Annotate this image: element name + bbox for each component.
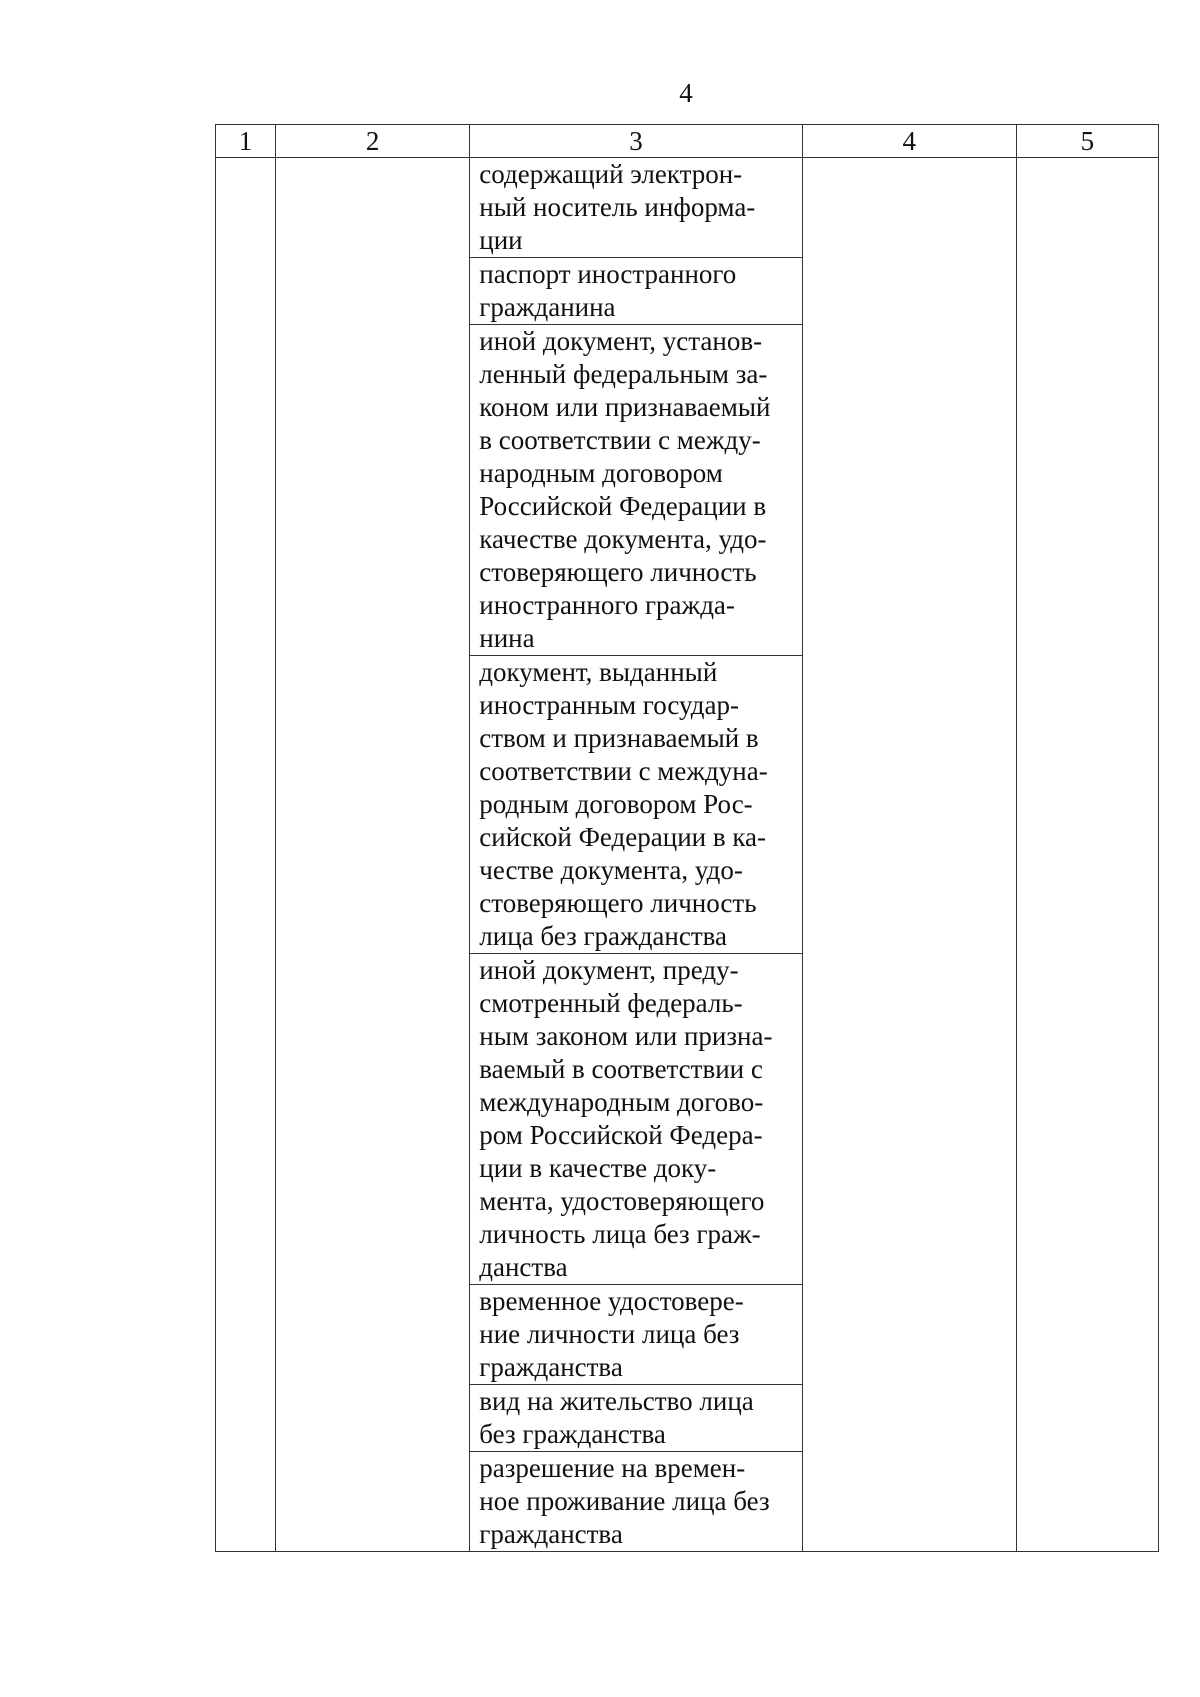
cell-col1 (216, 158, 276, 1552)
cell-col5 (1016, 158, 1158, 1552)
document-type-line: стоверяющего личность (479, 557, 757, 587)
document-table (215, 124, 1159, 1552)
document-type-line: Российской Федерации в (479, 491, 767, 521)
document-type-line: лица без гражданства (479, 921, 728, 951)
document-type-line: ленный федеральным за- (479, 359, 768, 389)
document-type-line: иностранного гражда- (479, 590, 735, 620)
table-row (216, 158, 1159, 1552)
document-type-line: народным договором (479, 458, 723, 488)
document-type-line: сийской Федерации в ка- (479, 822, 767, 852)
column-header-2: 2 (276, 125, 470, 158)
document-type-line: иной документ, преду- (479, 955, 739, 985)
cell-col2 (276, 158, 470, 1552)
document-type-line: мента, удостоверяющего (479, 1186, 765, 1216)
cell-col3 (470, 158, 802, 1552)
document-type-line: гражданства (479, 1352, 623, 1382)
document-type-line: ваемый в соответствии с (479, 1054, 763, 1084)
document-type-line: родным договором Рос- (479, 789, 753, 819)
document-type-line: гражданства (479, 1519, 623, 1549)
document-type-item (470, 1285, 801, 1385)
cell-col4 (802, 158, 1016, 1552)
document-type-line: личность лица без граж- (479, 1219, 761, 1249)
document-type-line: смотренный федераль- (479, 988, 743, 1018)
document-type-item (470, 158, 801, 258)
document-type-line: гражданина (479, 292, 616, 322)
document-type-line: вид на жительство лица (479, 1386, 754, 1416)
document-type-line: в соответствии с между- (479, 425, 761, 455)
column-header-1: 1 (216, 125, 276, 158)
document-type-list (470, 158, 801, 1551)
document-type-line: ством и признаваемый в (479, 723, 759, 753)
page-number: 4 (679, 78, 693, 108)
document-type-item (470, 325, 801, 656)
header-row (216, 125, 1159, 158)
document-type-line: содержащий электрон- (479, 159, 743, 189)
document-type-line: ром Российской Федера- (479, 1120, 763, 1150)
document-type-line: ное проживание лица без (479, 1486, 770, 1516)
document-type-line: ции в качестве доку- (479, 1153, 717, 1183)
document-type-line: ции (479, 225, 523, 255)
column-header-3: 3 (470, 125, 802, 158)
document-type-line: паспорт иностранного (479, 259, 737, 289)
document-type-item (470, 656, 801, 954)
document-type-line: данства (479, 1252, 568, 1282)
document-type-item (470, 1385, 801, 1452)
document-type-line: нина (479, 623, 535, 653)
document-type-line: ный носитель информа- (479, 192, 756, 222)
document-type-line: без гражданства (479, 1419, 666, 1449)
document-type-line: международным догово- (479, 1087, 764, 1117)
document-type-line: соответствии с междуна- (479, 756, 768, 786)
document-type-item (470, 954, 801, 1285)
document-type-line: иностранным государ- (479, 690, 740, 720)
document-type-line: разрешение на времен- (479, 1453, 746, 1483)
document-type-line: ным законом или призна- (479, 1021, 773, 1051)
document-type-item (470, 258, 801, 325)
column-header-4: 4 (802, 125, 1016, 158)
document-type-line: коном или признаваемый (479, 392, 771, 422)
document-type-item (470, 1452, 801, 1551)
document-type-line: ние личности лица без (479, 1319, 740, 1349)
document-type-line: стоверяющего личность (479, 888, 757, 918)
document-type-line: иной документ, установ- (479, 326, 763, 356)
column-header-5: 5 (1016, 125, 1158, 158)
document-type-line: честве документа, удо- (479, 855, 743, 885)
document-type-line: временное удостовере- (479, 1286, 744, 1316)
document-type-line: качестве документа, удо- (479, 524, 767, 554)
document-type-line: документ, выданный (479, 657, 718, 687)
